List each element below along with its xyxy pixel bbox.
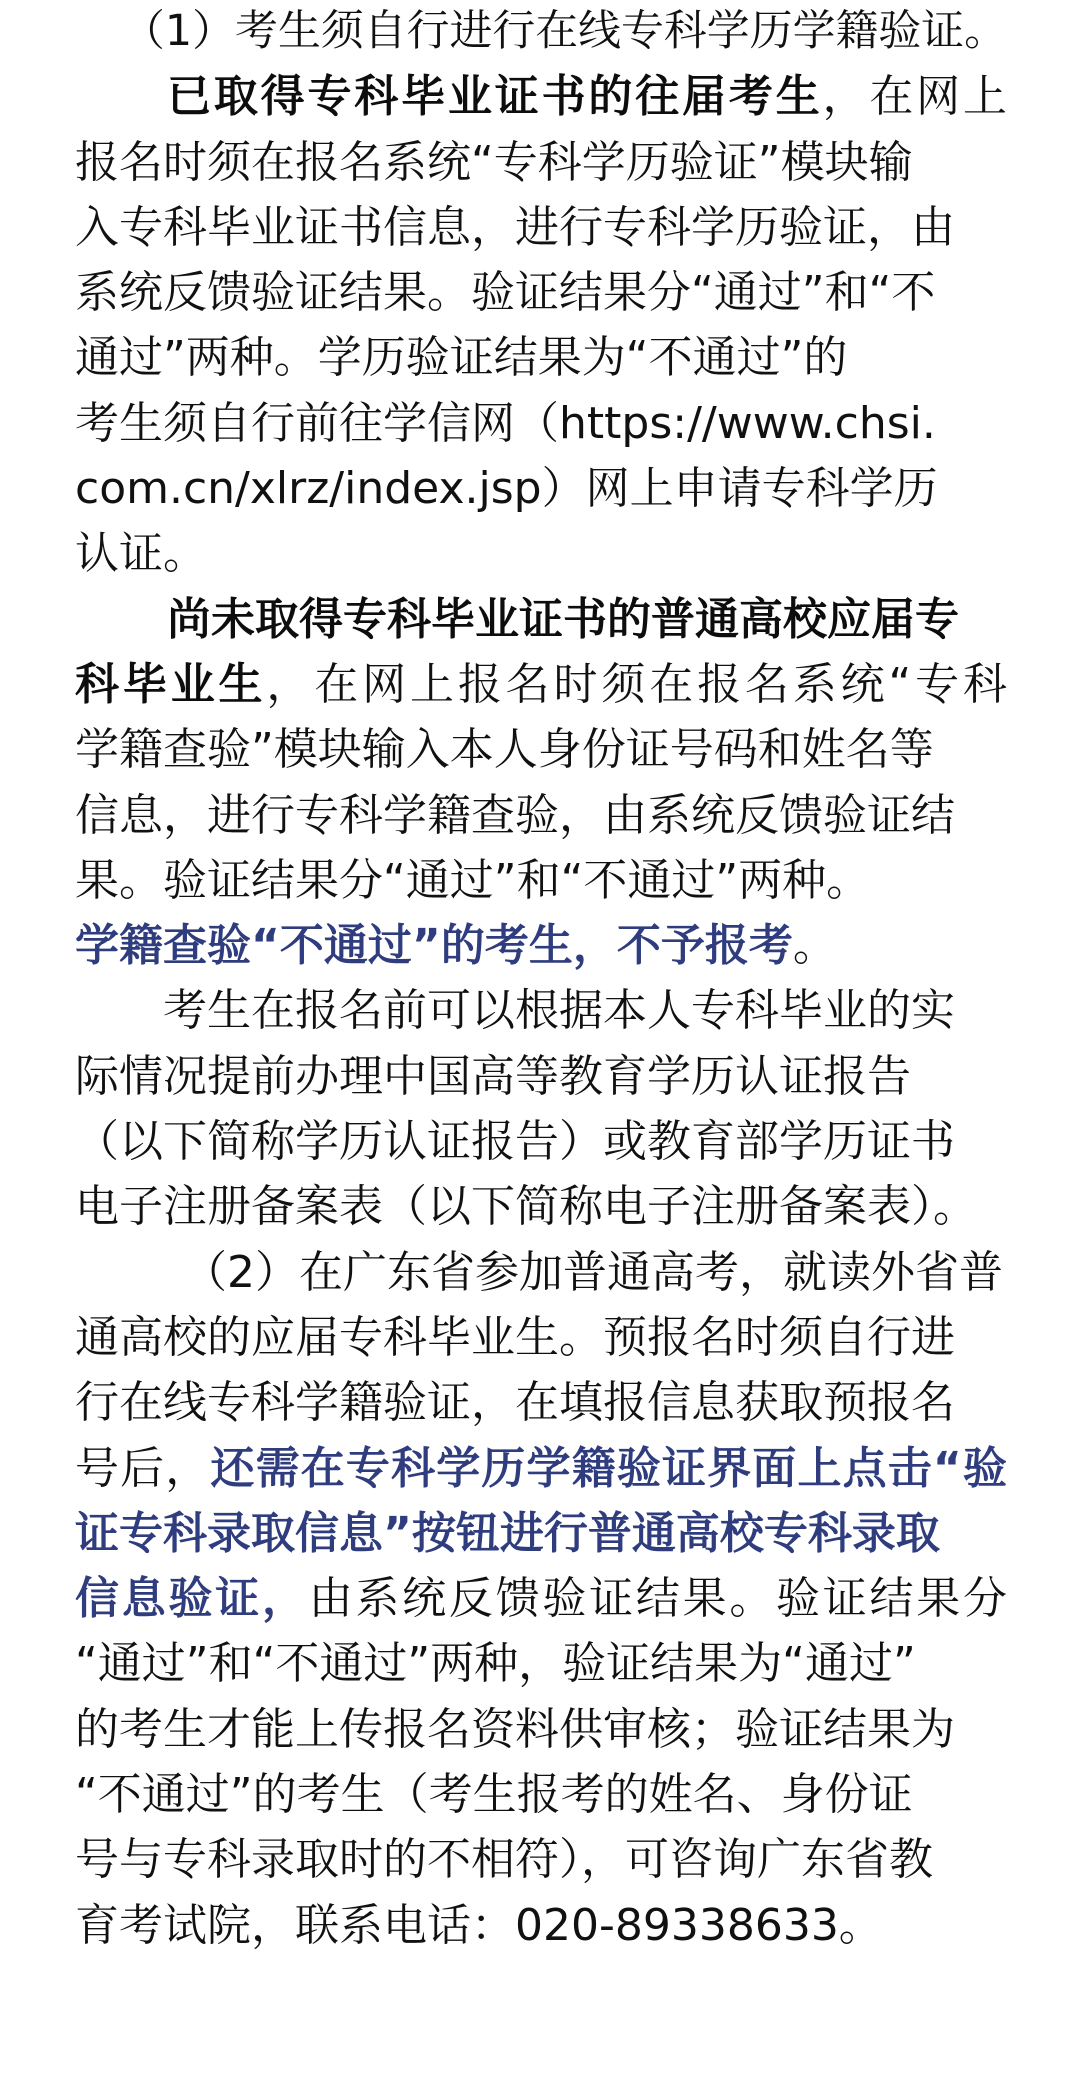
body-text: 电子注册备案表（以下简称电子注册备案表）。 xyxy=(75,1181,977,1233)
text-line xyxy=(75,1501,1007,1566)
body-text: com.cn/xlrz/index.jsp）网上申请专科学历 xyxy=(75,463,938,515)
text-line xyxy=(75,1893,1007,1958)
body-text: 信息，进行专科学籍查验，由系统反馈验证结 xyxy=(75,789,955,841)
text-line xyxy=(75,1109,1007,1174)
highlighted-text: 学籍查验“不通过”的考生，不予报考 xyxy=(75,920,793,972)
text-line xyxy=(75,1044,1007,1109)
body-text: （1）考生须自行进行在线专科学历学籍验证。 xyxy=(122,6,1007,56)
body-text: 考生须自行前往学信网（https://www.chsi. xyxy=(75,397,936,449)
text-line xyxy=(75,391,1007,456)
text-line xyxy=(75,1305,1007,1370)
body-text: 果。验证结果分“通过”和“不通过”两种。 xyxy=(75,854,871,906)
bold-text: 尚未取得专科毕业证书的普通高校应届专 xyxy=(167,593,959,645)
body-text: 的考生才能上传报名资料供审核；验证结果为 xyxy=(75,1703,955,1755)
text-line xyxy=(75,521,1007,586)
text-line xyxy=(75,1762,1007,1827)
body-text: 系统反馈验证结果。验证结果分“通过”和“不 xyxy=(75,267,936,319)
body-text: “不通过”的考生（考生报考的姓名、身份证 xyxy=(75,1769,913,1821)
body-text: （2）在广东省参加普通高考，就读外省普 xyxy=(183,1246,1003,1298)
body-text: 号与专科录取时的不相符），可咨询广东省教 xyxy=(75,1834,933,1886)
text-line xyxy=(75,587,1007,652)
body-text: ，在网上报名时须在报名系统“专科 xyxy=(266,658,1008,710)
highlighted-text: 证专科录取信息”按钮进行普通高校专科录取 xyxy=(75,1507,940,1559)
text-line xyxy=(75,652,1007,717)
body-text: 。 xyxy=(792,920,837,972)
text-line xyxy=(75,456,1007,521)
text-line xyxy=(75,325,1007,390)
text-line xyxy=(75,130,1007,195)
text-line xyxy=(75,260,1007,325)
text-line xyxy=(75,1827,1007,1892)
body-text: 行在线专科学籍验证，在填报信息获取预报名 xyxy=(75,1377,955,1429)
body-text: 际情况提前办理中国高等教育学历认证报告 xyxy=(75,1050,911,1102)
highlighted-text: 信息验证， xyxy=(75,1573,309,1625)
text-line xyxy=(75,1174,1007,1239)
text-line xyxy=(75,1370,1007,1435)
text-line xyxy=(75,0,1007,64)
text-line xyxy=(75,913,1007,978)
body-text: 考生在报名前可以根据本人专科毕业的实 xyxy=(163,985,955,1037)
bold-text: 已取得专科毕业证书的往届考生 xyxy=(167,71,823,123)
text-line xyxy=(75,1697,1007,1762)
body-text: 通高校的应届专科毕业生。预报名时须自行进 xyxy=(75,1311,955,1363)
body-text: 认证。 xyxy=(75,528,207,580)
body-text: 育考试院，联系电话：020-89338633。 xyxy=(75,1899,883,1951)
body-text: 号后， xyxy=(75,1442,211,1494)
body-text: 通过”两种。学历验证结果为“不通过”的 xyxy=(75,332,848,384)
text-line xyxy=(75,1436,1007,1501)
body-text: “通过”和“不通过”两种，验证结果为“通过” xyxy=(75,1638,916,1690)
text-line xyxy=(75,783,1007,848)
bold-text: 科毕业生 xyxy=(75,658,267,710)
body-text: （以下简称学历认证报告）或教育部学历证书 xyxy=(75,1116,955,1168)
body-text: ，在网上 xyxy=(822,71,1008,123)
body-text: 入专科毕业证书信息，进行专科学历验证，由 xyxy=(75,201,955,253)
body-text: 学籍查验”模块输入本人身份证号码和姓名等 xyxy=(75,724,934,776)
text-line xyxy=(75,1240,1007,1305)
body-text: 报名时须在报名系统“专科学历验证”模块输 xyxy=(75,136,913,188)
text-line xyxy=(75,1566,1007,1631)
highlighted-text: 还需在专科学历学籍验证界面上点击“验 xyxy=(210,1442,1008,1494)
text-line xyxy=(75,717,1007,782)
text-line xyxy=(75,848,1007,913)
text-line xyxy=(75,195,1007,260)
body-text: 由系统反馈验证结果。验证结果分 xyxy=(308,1573,1008,1625)
text-line xyxy=(75,1631,1007,1696)
document-body xyxy=(75,0,1007,1958)
text-line xyxy=(75,978,1007,1043)
text-line xyxy=(75,64,1007,129)
